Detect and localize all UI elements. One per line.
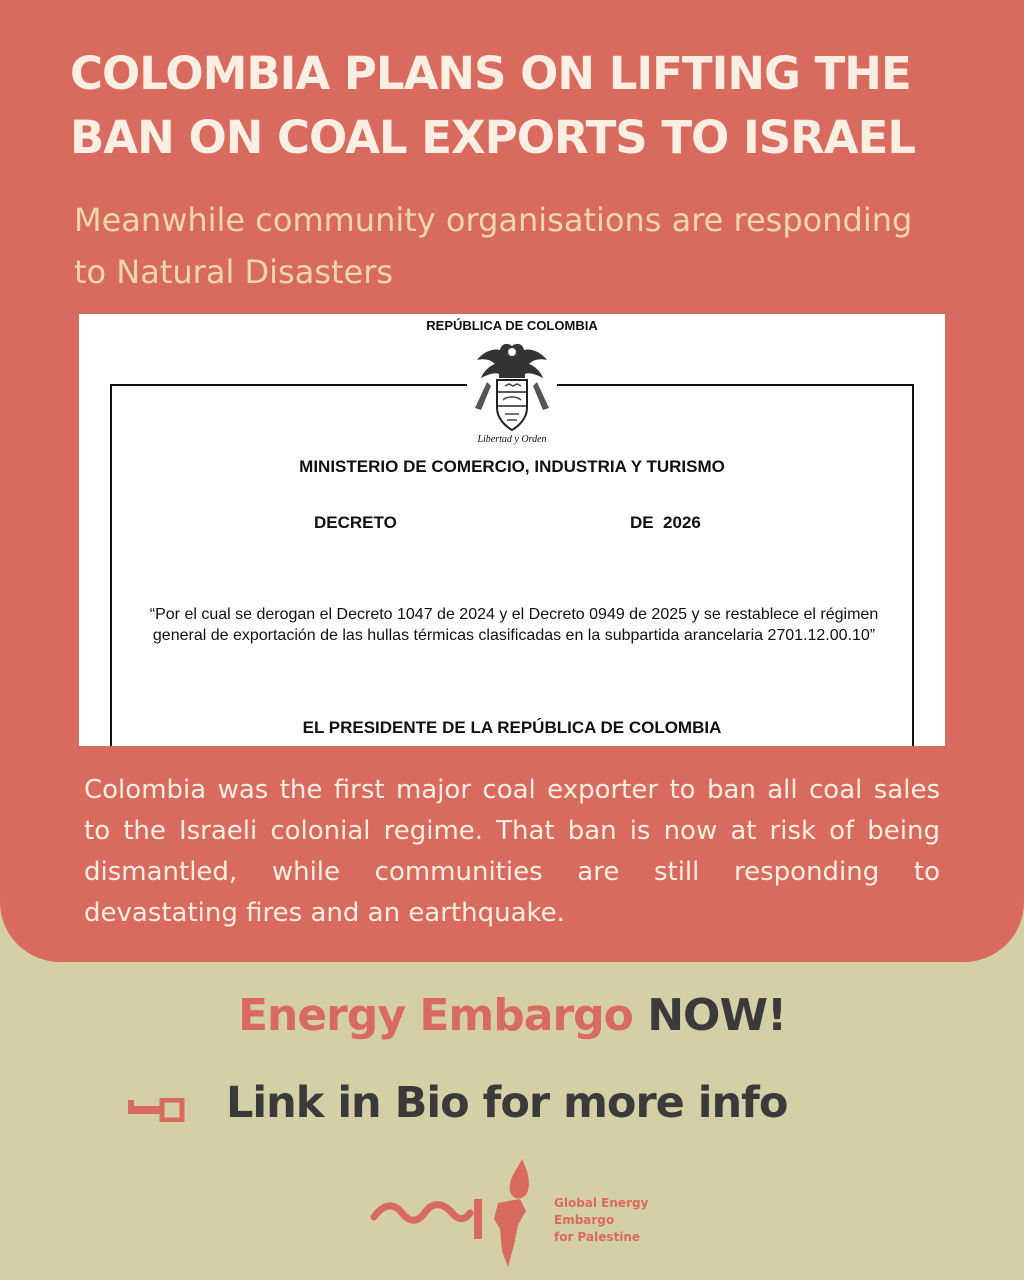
logo-text (554, 1195, 674, 1246)
document-president: EL PRESIDENTE DE LA REPÚBLICA DE COLOMBIA (302, 718, 722, 737)
logo-mark-icon (370, 1155, 550, 1270)
coat-of-arms-icon (467, 338, 557, 450)
decree-document-image (79, 314, 945, 746)
crest-motto: Libertad y Orden (477, 434, 547, 445)
logo-line-3: for Palestine (554, 1230, 641, 1244)
document-quote: “Por el cual se derogan el Decreto 1047 de 2024 y el Decreto 0949 de 2025 y se restablece el régimen general de exportación de las hullas térmicas clasificadas en la subpartida arancelaria 2701.12.00.10” (149, 606, 879, 644)
link-icon (126, 1098, 186, 1122)
document-decree-year: DE 2026 (630, 513, 701, 532)
document-ministry: MINISTERIO DE COMERCIO, INDUSTRIA Y TURISMO (299, 457, 725, 476)
energy-embargo-cta (0, 990, 1024, 1041)
logo-line-2: Embargo (554, 1213, 615, 1227)
global-energy-embargo-logo (370, 1155, 670, 1270)
logo-line-1: Global Energy (554, 1196, 649, 1210)
body-paragraph: Colombia was the first major coal exporter to ban all coal sales to the Israeli colonial regime. That ban is now at risk of being dismantled, while communities are still responding to devastating fires and an earthquake. (84, 775, 940, 928)
document-republic: REPÚBLICA DE COLOMBIA (426, 318, 598, 333)
cta-strong-text: NOW! (647, 990, 787, 1041)
headline: COLOMBIA PLANS ON LIFTING THE BAN ON COAL EXPORTS TO ISRAEL (70, 47, 916, 164)
cta-accent-text: Energy Embargo (237, 990, 633, 1041)
link-in-bio-text: Link in Bio for more info (226, 1078, 788, 1128)
subheadline: Meanwhile community organisations are responding to Natural Disasters (74, 201, 913, 291)
document-decree-label: DECRETO (314, 513, 397, 532)
